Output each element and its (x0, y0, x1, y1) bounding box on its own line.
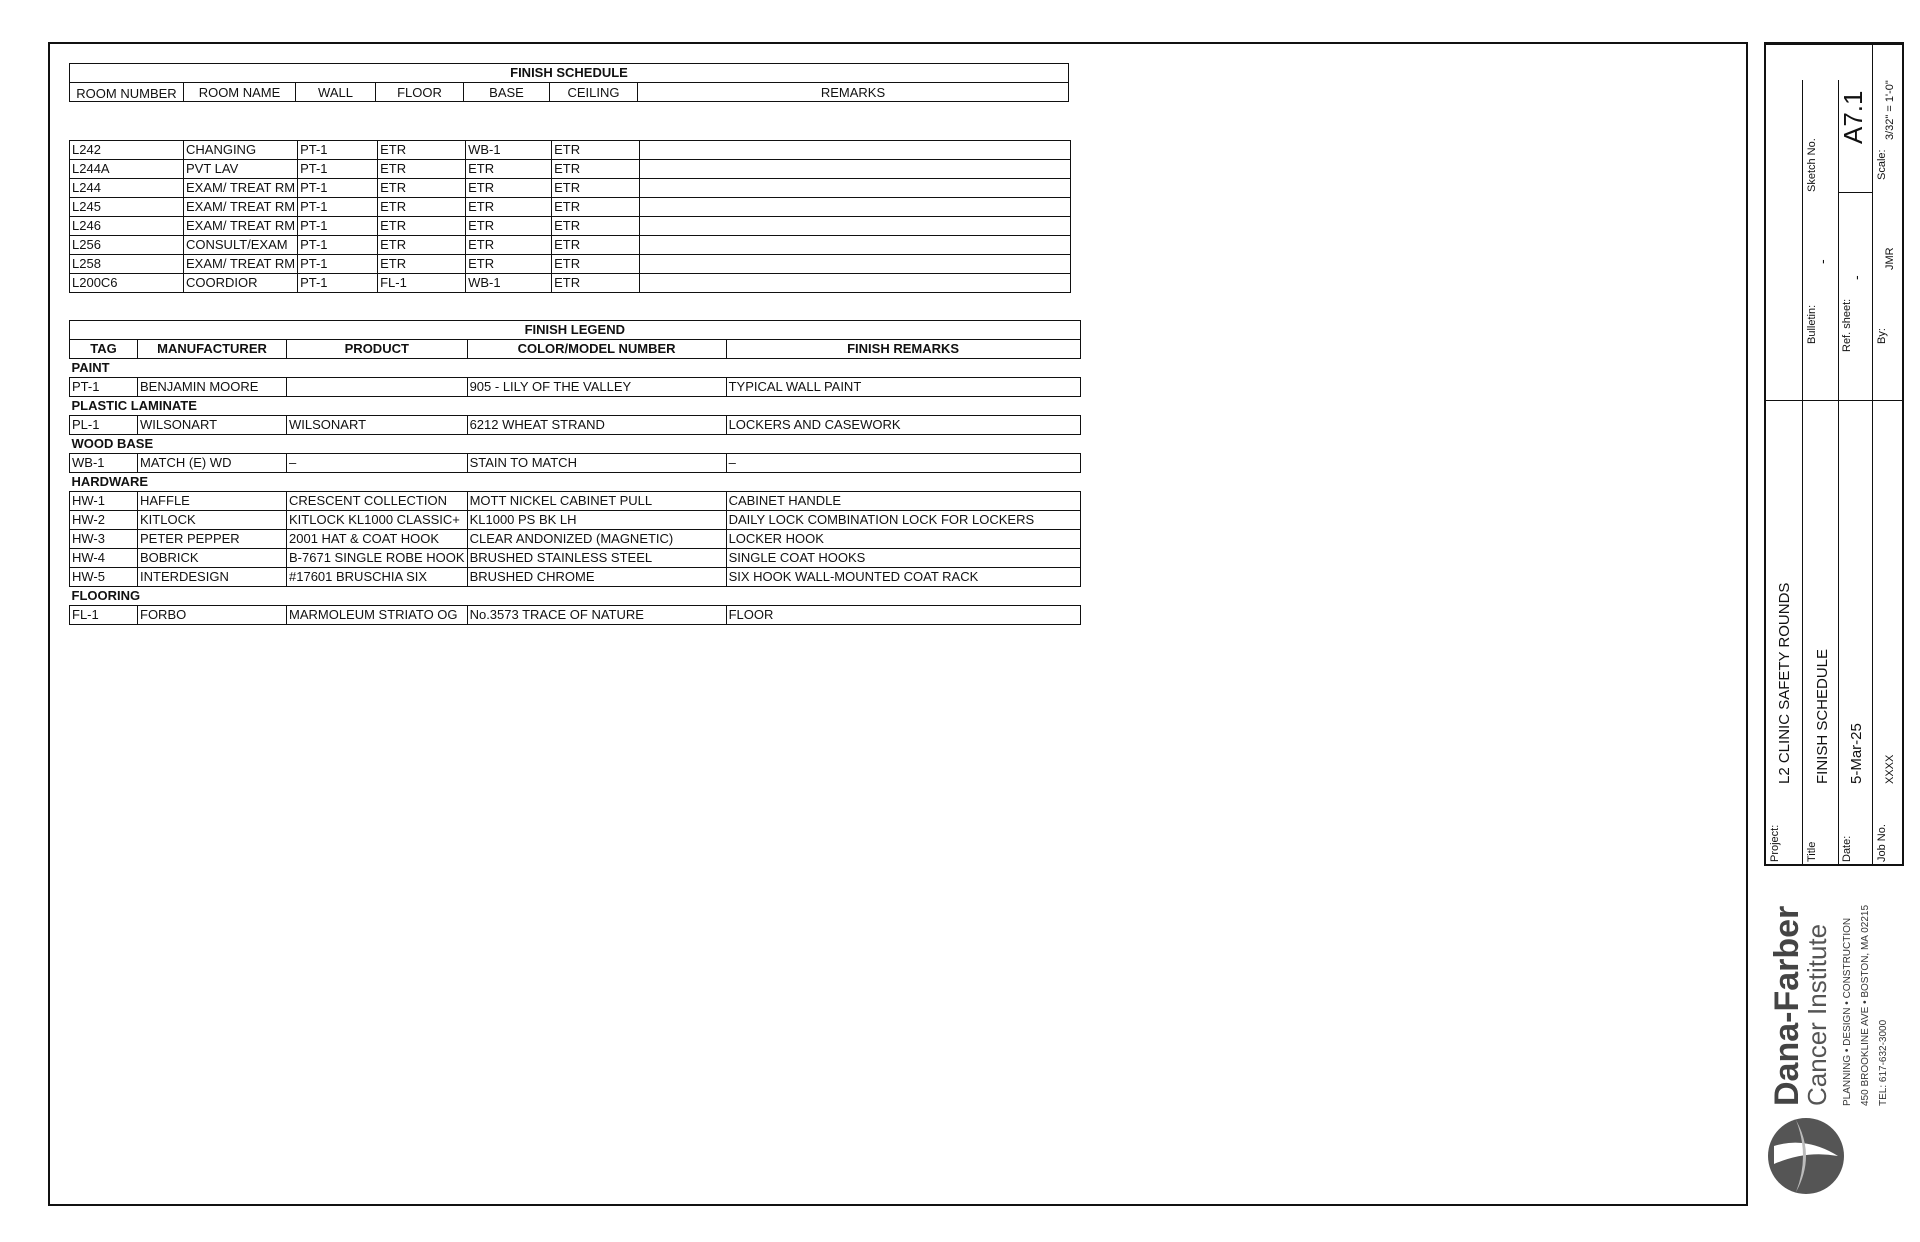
table-cell: L256 (70, 236, 184, 255)
logo-mark-icon (1766, 1116, 1846, 1196)
table-cell: ETR (552, 255, 640, 274)
table-cell: KL1000 PS BK LH (467, 511, 726, 530)
table-cell: ETR (378, 160, 466, 179)
by-label: By: (1876, 328, 1888, 344)
table-row (70, 530, 1081, 549)
table-cell: SINGLE COAT HOOKS (726, 549, 1080, 568)
section-title: WOOD BASE (71, 436, 154, 451)
logo-line-1: PLANNING • DESIGN • CONSTRUCTION (1842, 917, 1853, 1106)
bulletin-value: - (1814, 259, 1830, 264)
table-cell: CABINET HANDLE (726, 492, 1080, 511)
table-cell: LOCKERS AND CASEWORK (726, 416, 1080, 435)
table-row (70, 217, 1071, 236)
col-ceiling: CEILING (550, 83, 638, 102)
table-cell: PT-1 (298, 255, 378, 274)
table-cell (640, 236, 1071, 255)
table-row (70, 141, 1071, 160)
table-cell: ETR (466, 255, 552, 274)
project-label: Project: (1769, 824, 1781, 862)
legend-section-header (70, 473, 1081, 492)
title-label: Title (1806, 841, 1818, 862)
job-number: XXXX (1884, 754, 1896, 784)
table-cell: B-7671 SINGLE ROBE HOOK (287, 549, 468, 568)
table-row (70, 606, 1081, 625)
legend-section-header (70, 587, 1081, 606)
table-cell: ETR (466, 236, 552, 255)
table-cell: CRESCENT COLLECTION (287, 492, 468, 511)
table-cell: WB-1 (466, 141, 552, 160)
table-cell: PVT LAV (184, 160, 298, 179)
table-cell: ETR (552, 274, 640, 293)
scale-value: 3/32" = 1'-0" (1884, 80, 1896, 140)
table-row (70, 198, 1071, 217)
table-cell: HW-3 (70, 530, 138, 549)
table-cell: CLEAR ANDONIZED (MAGNETIC) (467, 530, 726, 549)
table-row (70, 179, 1071, 198)
sketch-number: A7.1 (1838, 90, 1868, 144)
table-cell: ETR (378, 141, 466, 160)
col-tag: TAG (70, 340, 138, 359)
table-row (70, 549, 1081, 568)
table-cell: LOCKER HOOK (726, 530, 1080, 549)
logo-subtitle: Cancer Institute (1802, 923, 1832, 1106)
table-cell: BENJAMIN MOORE (138, 378, 287, 397)
table-cell: HW-1 (70, 492, 138, 511)
table-cell: 905 - LILY OF THE VALLEY (467, 378, 726, 397)
table-row (70, 416, 1081, 435)
table-cell (287, 378, 468, 397)
ref-sheet-label: Ref. sheet: (1841, 298, 1853, 352)
table-cell: L242 (70, 141, 184, 160)
table-cell: BOBRICK (138, 549, 287, 568)
logo-line-3: TEL: 617-632-3000 (1878, 1019, 1889, 1106)
table-cell: MARMOLEUM STRIATO OG (287, 606, 468, 625)
table-cell: ETR (466, 179, 552, 198)
table-cell: STAIN TO MATCH (467, 454, 726, 473)
table-cell: No.3573 TRACE OF NATURE (467, 606, 726, 625)
finish-schedule-table (69, 140, 1071, 293)
table-cell: WB-1 (70, 454, 138, 473)
col-manufacturer: MANUFACTURER (138, 340, 287, 359)
table-cell: ETR (378, 179, 466, 198)
table-cell: L200C6 (70, 274, 184, 293)
table-cell: PT-1 (298, 198, 378, 217)
table-cell: PL-1 (70, 416, 138, 435)
table-cell: ETR (552, 236, 640, 255)
table-cell: BRUSHED CHROME (467, 568, 726, 587)
logo-line-2: 450 BROOKLINE AVE • BOSTON, MA 02215 (1860, 904, 1871, 1106)
drawing-title: FINISH SCHEDULE (1814, 648, 1831, 784)
logo-name: Dana-Farber (1768, 905, 1806, 1106)
scale-label: Scale: (1876, 149, 1888, 180)
table-row (70, 236, 1071, 255)
project-name: L2 CLINIC SAFETY ROUNDS (1776, 582, 1793, 784)
finish-schedule-header (69, 63, 1069, 102)
ref-sheet-value: - (1848, 275, 1864, 280)
table-cell: CONSULT/EXAM (184, 236, 298, 255)
table-cell: KITLOCK (138, 511, 287, 530)
table-cell: #17601 BRUSCHIA SIX (287, 568, 468, 587)
table-cell: TYPICAL WALL PAINT (726, 378, 1080, 397)
table-cell: CHANGING (184, 141, 298, 160)
table-cell: ETR (552, 217, 640, 236)
finish-legend-title: FINISH LEGEND (70, 321, 1081, 340)
table-row (70, 511, 1081, 530)
table-cell: PT-1 (298, 179, 378, 198)
by-value: JMR (1884, 247, 1896, 270)
table-cell: ETR (378, 236, 466, 255)
table-cell: BRUSHED STAINLESS STEEL (467, 549, 726, 568)
table-cell: ETR (552, 198, 640, 217)
table-cell (640, 255, 1071, 274)
table-row (70, 160, 1071, 179)
table-cell: PT-1 (298, 236, 378, 255)
col-finish-remarks: FINISH REMARKS (726, 340, 1080, 359)
bulletin-label: Bulletin: (1806, 304, 1818, 344)
col-floor: FLOOR (376, 83, 464, 102)
finish-schedule-title: FINISH SCHEDULE (70, 64, 1069, 83)
table-cell: 6212 WHEAT STRAND (467, 416, 726, 435)
legend-section-header (70, 359, 1081, 378)
table-row (70, 568, 1081, 587)
table-cell: ETR (466, 198, 552, 217)
col-color-model: COLOR/MODEL NUMBER (467, 340, 726, 359)
table-cell: FORBO (138, 606, 287, 625)
section-title: FLOORING (71, 588, 141, 603)
table-cell: WB-1 (466, 274, 552, 293)
col-product: PRODUCT (287, 340, 468, 359)
table-cell: ETR (552, 179, 640, 198)
table-cell (640, 274, 1071, 293)
table-cell: ETR (466, 160, 552, 179)
table-cell: PT-1 (298, 217, 378, 236)
table-cell: HW-2 (70, 511, 138, 530)
col-base: BASE (464, 83, 550, 102)
table-cell: EXAM/ TREAT RM (184, 198, 298, 217)
table-row (70, 454, 1081, 473)
table-cell (640, 160, 1071, 179)
table-cell (640, 179, 1071, 198)
table-row (70, 255, 1071, 274)
table-cell: PT-1 (298, 160, 378, 179)
table-cell: HW-4 (70, 549, 138, 568)
table-cell: PT-1 (298, 141, 378, 160)
table-cell: – (287, 454, 468, 473)
table-cell: ETR (466, 217, 552, 236)
table-cell: ETR (378, 198, 466, 217)
table-cell: INTERDESIGN (138, 568, 287, 587)
section-title: HARDWARE (71, 474, 149, 489)
col-room-name: ROOM NAME (184, 83, 296, 102)
section-title: PLASTIC LAMINATE (71, 398, 197, 413)
table-cell: L244 (70, 179, 184, 198)
title-block (1764, 42, 1904, 866)
date-label: Date: (1841, 835, 1853, 862)
dana-farber-logo (1764, 870, 1904, 1210)
section-title: PAINT (71, 360, 110, 375)
table-cell (640, 141, 1071, 160)
table-cell: HW-5 (70, 568, 138, 587)
table-cell: MATCH (E) WD (138, 454, 287, 473)
table-cell: L246 (70, 217, 184, 236)
table-cell: EXAM/ TREAT RM (184, 255, 298, 274)
table-cell: FL-1 (378, 274, 466, 293)
date-value: 5-Mar-25 (1848, 723, 1865, 784)
table-cell: COORDIOR (184, 274, 298, 293)
table-cell: EXAM/ TREAT RM (184, 179, 298, 198)
table-cell: L258 (70, 255, 184, 274)
table-cell: ETR (552, 141, 640, 160)
table-cell: L245 (70, 198, 184, 217)
legend-section-header (70, 435, 1081, 454)
table-cell: EXAM/ TREAT RM (184, 217, 298, 236)
table-cell: ETR (378, 255, 466, 274)
col-wall: WALL (296, 83, 376, 102)
finish-legend-table (69, 320, 1081, 625)
table-row (70, 274, 1071, 293)
table-cell: L244A (70, 160, 184, 179)
table-cell: – (726, 454, 1080, 473)
job-label: Job No. (1876, 824, 1888, 862)
table-cell: HAFFLE (138, 492, 287, 511)
table-cell (640, 198, 1071, 217)
table-cell: 2001 HAT & COAT HOOK (287, 530, 468, 549)
table-cell: DAILY LOCK COMBINATION LOCK FOR LOCKERS (726, 511, 1080, 530)
legend-section-header (70, 397, 1081, 416)
table-cell: PT-1 (298, 274, 378, 293)
table-cell: SIX HOOK WALL-MOUNTED COAT RACK (726, 568, 1080, 587)
col-room-number: ROOM NUMBER (70, 83, 184, 102)
table-cell: FL-1 (70, 606, 138, 625)
table-cell: KITLOCK KL1000 CLASSIC+ (287, 511, 468, 530)
table-cell: WILSONART (287, 416, 468, 435)
table-cell: ETR (378, 217, 466, 236)
table-cell: PETER PEPPER (138, 530, 287, 549)
table-row (70, 378, 1081, 397)
table-cell (640, 217, 1071, 236)
col-remarks: REMARKS (638, 83, 1069, 102)
table-cell: FLOOR (726, 606, 1080, 625)
table-cell: PT-1 (70, 378, 138, 397)
table-row (70, 492, 1081, 511)
table-cell: WILSONART (138, 416, 287, 435)
sketch-label: Sketch No. (1806, 138, 1818, 192)
table-cell: MOTT NICKEL CABINET PULL (467, 492, 726, 511)
table-cell: ETR (552, 160, 640, 179)
